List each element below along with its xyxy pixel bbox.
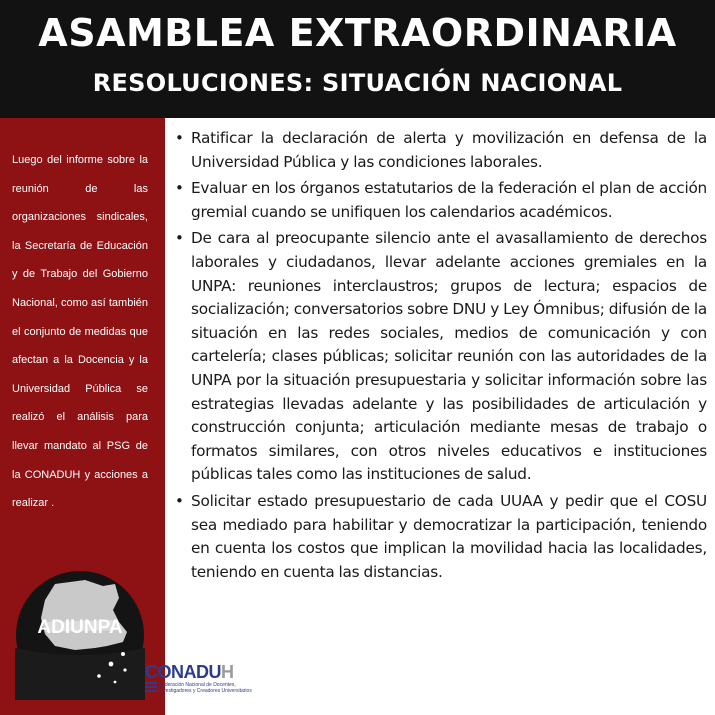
star-icon xyxy=(121,652,125,656)
page-title: ASAMBLEA EXTRAORDINARIA xyxy=(38,11,677,55)
resolution-item xyxy=(175,490,707,584)
conadu-logo-text: CONADU xyxy=(145,662,221,682)
star-icon xyxy=(114,681,117,684)
conadu-bars-icon xyxy=(145,682,157,692)
conadu-logo-subtitle: Federación Nacional de Docentes, Investigadores y Creadores Universitarios xyxy=(159,682,252,694)
star-icon xyxy=(109,662,114,667)
resolutions-list xyxy=(175,127,707,587)
conadu-logo-wordmark xyxy=(145,660,234,684)
sidebar-intro-text: Luego del informe sobre la reunión de las organizaciones sindicales, la Secretaría de Educación y de Trabajo del Gobierno Nacional, como así también el conjunto de medidas que afectan a la Docencia y la Universidad Pública se realizó el análisis para llevar mandato al PSG de la CONADUH y acciones a realizar . xyxy=(12,154,148,510)
bullet-icon: • xyxy=(175,179,184,198)
adiunpa-logo-text: ADIUNPA xyxy=(37,617,123,638)
conadu-logo xyxy=(145,660,255,700)
adiunpa-logo xyxy=(15,570,145,700)
resolution-item xyxy=(175,127,707,174)
logo-lower-band xyxy=(15,648,145,700)
bullet-icon: • xyxy=(175,229,184,248)
conadu-logo-h: H xyxy=(221,662,234,682)
resolution-text: De cara al preocupante silencio ante el avasallamiento de derechos laborales y ciudadanos, llevar adelante acciones gremiales en la UNPA: reuniones interclaustros; grupos de lectura; espacios de socialización; conversatorios sobre DNU y Ley Ómnibus; difusión de la situación en las redes sociales, medios de comunicación y con cartelería; clases públicas; solicitar reunión con las autoridades de la UNPA por la situación presupuestaria y solicitar información sobre las estrategias llevadas adelante y las posibilidades de articulación y construcción conjunta; articulación mediante mesas de trabajo o formatos similares, con otros niveles educativos e instituciones públicas tales como las instituciones de salud. xyxy=(191,229,707,484)
resolutions-panel xyxy=(165,118,715,715)
resolution-text: Ratificar la declaración de alerta y movilización en defensa de la Universidad Pública y las condiciones laborales. xyxy=(191,129,707,171)
star-icon xyxy=(123,668,126,671)
sidebar-panel xyxy=(0,118,165,715)
resolution-item xyxy=(175,227,707,487)
resolution-text: Evaluar en los órganos estatutarios de la federación el plan de acción gremial cuando se unifiquen los calendarios académicos. xyxy=(191,179,707,221)
province-map-shape xyxy=(41,580,127,650)
bullet-icon: • xyxy=(175,129,184,147)
page-subtitle: RESOLUCIONES: SITUACIÓN NACIONAL xyxy=(92,69,623,97)
header-banner xyxy=(0,0,715,118)
resolution-item xyxy=(175,177,707,224)
resolution-text: Solicitar estado presupuestario de cada UUAA y pedir que el COSU sea mediado para habilitar y democratizar la participación, teniendo en cuenta los costos que implican la movilidad hacia las localidades, teniendo en cuenta las distancias. xyxy=(191,491,707,581)
bullet-icon: • xyxy=(175,491,184,510)
star-icon xyxy=(97,674,101,678)
